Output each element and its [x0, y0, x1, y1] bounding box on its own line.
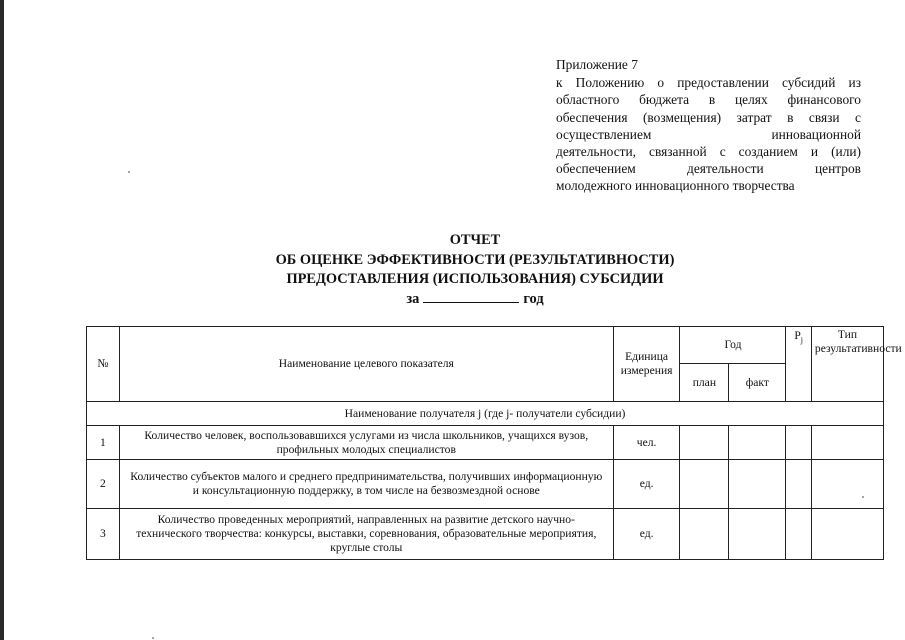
appendix-block	[556, 56, 861, 195]
header-name: Наименование целевого показателя	[119, 327, 613, 402]
recipient-row	[87, 402, 884, 426]
scan-speck	[128, 171, 130, 173]
row-fact	[729, 460, 786, 509]
row-plan	[680, 426, 729, 460]
row-fact	[729, 426, 786, 460]
header-unit: Единица измерения	[613, 327, 680, 402]
row-unit: ед.	[613, 509, 680, 560]
row-indicator-name: Количество человек, воспользовавшихся услугами из числа школьников, учащихся вузов, профильных молодых специалистов	[119, 426, 613, 460]
row-type	[811, 460, 883, 509]
header-plan: план	[680, 364, 729, 402]
appendix-line: осуществлением инновационной	[556, 126, 861, 142]
year-prefix: за	[406, 290, 420, 307]
header-pj-main: P	[794, 329, 801, 342]
row-num: 1	[87, 426, 120, 460]
appendix-line: деятельности, связанной с созданием и (или)	[556, 144, 861, 160]
row-plan	[680, 460, 729, 509]
row-indicator-name: Количество проведенных мероприятий, направленных на развитие детского научно-технического творчества: конкурсы, выставки, соревнования, образовательные мероприятия, круглые столы	[119, 509, 613, 560]
scan-left-border	[0, 0, 4, 640]
appendix-line: к Положению о предоставлении субсидий из	[556, 75, 861, 91]
appendix-line: обеспечением деятельности центров	[556, 161, 861, 177]
row-fact	[729, 509, 786, 560]
row-unit: чел.	[613, 426, 680, 460]
row-type	[811, 426, 883, 460]
row-pj	[786, 509, 811, 560]
report-title-block	[210, 231, 740, 309]
table-row	[87, 426, 884, 460]
header-type: Тип результативности	[811, 327, 883, 402]
year-suffix: год	[523, 290, 544, 307]
row-plan	[680, 509, 729, 560]
row-type	[811, 509, 883, 560]
year-blank-field	[423, 290, 519, 303]
row-num: 3	[87, 509, 120, 560]
header-year: Год	[680, 327, 786, 364]
table-row	[87, 509, 884, 560]
report-subtitle-line: ПРЕДОСТАВЛЕНИЯ (ИСПОЛЬЗОВАНИЯ) СУБСИДИИ	[286, 271, 664, 287]
header-pj	[786, 327, 811, 402]
appendix-line: обеспечения (возмещения) затрат в связи с	[556, 109, 861, 125]
row-indicator-name: Количество субъектов малого и среднего предпринимательства, получивших информационную и консультационную поддержку, в том числе на безвозмездной основе	[119, 460, 613, 509]
row-pj	[786, 426, 811, 460]
header-fact: факт	[729, 364, 786, 402]
appendix-title: Приложение 7	[556, 57, 638, 72]
appendix-line: областного бюджета в целях финансового	[556, 92, 861, 108]
table-header-row	[87, 327, 884, 364]
report-table	[86, 326, 902, 560]
recipient-cell: Наименование получателя j (где j- получатели субсидии)	[87, 402, 884, 426]
header-num: №	[87, 327, 120, 402]
table-row	[87, 460, 884, 509]
row-pj	[786, 460, 811, 509]
row-unit: ед.	[613, 460, 680, 509]
report-title: ОТЧЕТ	[449, 232, 501, 248]
row-num: 2	[87, 460, 120, 509]
report-subtitle-line: ОБ ОЦЕНКЕ ЭФФЕКТИВНОСТИ (РЕЗУЛЬТАТИВНОСТИ)	[275, 251, 675, 268]
appendix-line: молодежного инновационного творчества	[556, 178, 795, 194]
report-year-line	[406, 290, 543, 310]
scan-speck	[152, 637, 154, 639]
header-pj-sub: j	[800, 335, 804, 345]
